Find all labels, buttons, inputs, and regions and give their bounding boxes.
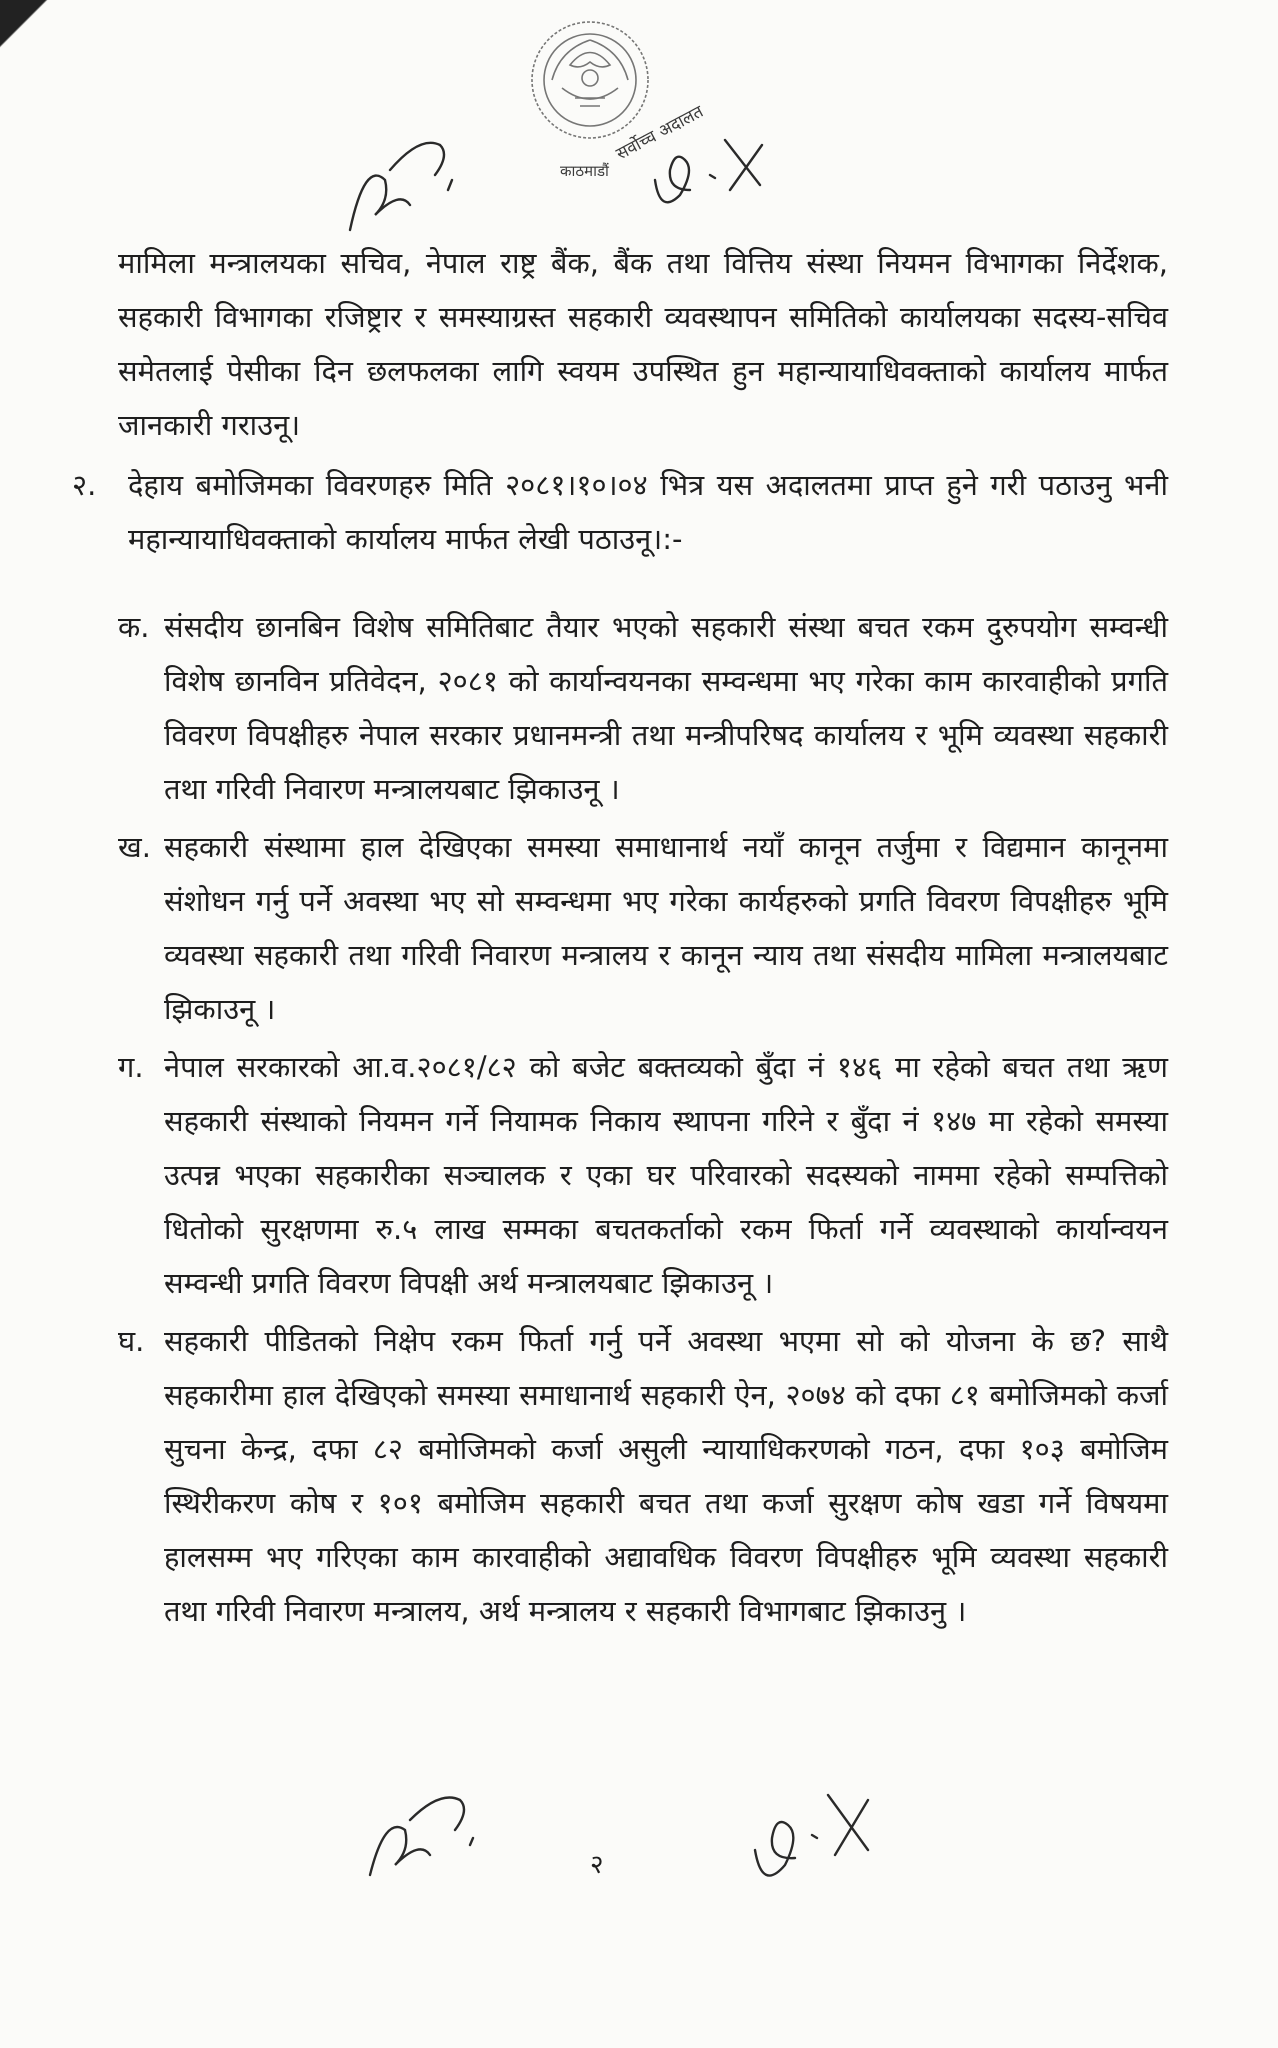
list-item-kha [118,820,1168,1036]
list-item-label: क. [118,610,150,644]
numbered-item-2 [72,458,1168,566]
intro-paragraph: मामिला मन्त्रालयका सचिव, नेपाल राष्ट्र बैंक, बैंक तथा वित्तिय संस्था नियमन विभागका निर्देशक, सहकारी विभागका रजिष्ट्रार र समस्याग्रस्त सहकारी व्यवस्थापन समितिको कार्यालयका सदस्य-सचिव समेतलाई पेसीका दिन छलफलका लागि स्वयम उपस्थित हुन महान्यायाधिवक्ताको कार्यालय मार्फत जानकारी गराउनू। [118,246,1168,442]
list-item-text: सहकारी पीडितको निक्षेप रकम फिर्ता गर्नु पर्ने अवस्था भएमा सो को योजना के छ? साथै सहकारीमा हाल देखिएको समस्या समाधानार्थ सहकारी ऐन, २०७४ को दफा ८१ बमोजिमको कर्जा सुचना केन्द्र, दफा ८२ बमोजिमको कर्जा असुली न्यायाधिकरणको गठन, दफा १०३ बमोजिम स्थिरीकरण कोष र १०१ बमोजिम सहकारी बचत तथा कर्जा सुरक्षण कोष खडा गर्ने विषयमा हालसम्म भए गरिएका काम कारवाहीको अद्यावधिक विवरण विपक्षीहरु भूमि व्यवस्था सहकारी तथा गरिवी निवारण मन्त्रालय, अर्थ मन्त्रालय र सहकारी विभागबाट झिकाउनु । [164,1324,1168,1628]
list-item-ka [118,600,1168,816]
list-item-label: ख. [118,830,151,864]
signature-right-bottom [740,1780,890,1900]
list-item-gha [118,1314,1168,1638]
svg-text:काठमाडौं: काठमाडौं [560,162,609,180]
scan-corner-shadow [0,0,60,60]
list-item-label: घ. [118,1324,145,1358]
list-item-ga [118,1040,1168,1310]
seal-text: सर्वोच्च अदालत [612,101,707,165]
list-item-text: सहकारी संस्थामा हाल देखिएका समस्या समाधानार्थ नयाँ कानून तर्जुमा र विद्यमान कानूनमा संशोधन गर्नु पर्ने अवस्था भए सो सम्वन्धमा भए गरेका कार्यहरुको प्रगति विवरण विपक्षीहरु भूमि व्यवस्था सहकारी तथा गरिवी निवारण मन्त्रालय र कानून न्याय तथा संसदीय मामिला मन्त्रालयबाट झिकाउनू । [164,830,1168,1026]
item-text: देहाय बमोजिमका विवरणहरु मिति २०८१।१०।०४ भित्र यस अदालतमा प्राप्त हुने गरी पठाउनु भनी महान्यायाधिवक्ताको कार्यालय मार्फत लेखी पठाउनू।:- [128,468,1168,556]
list-item-text: संसदीय छानबिन विशेष समितिबाट तैयार भएको सहकारी संस्था बचत रकम दुरुपयोग सम्वन्धी विशेष छानविन प्रतिवेदन, २०८१ को कार्यान्वयनका सम्वन्धमा भए गरेका काम कारवाहीको प्रगति विवरण विपक्षीहरु नेपाल सरकार प्रधानमन्त्री तथा मन्त्रीपरिषद कार्यालय र भूमि व्यवस्था सहकारी तथा गरिवी निवारण मन्त्रालयबाट झिकाउनू । [164,610,1168,806]
item-number: २. [72,468,97,502]
signature-left-bottom [355,1780,505,1890]
list-item-label: ग. [118,1050,144,1084]
sub-item-list [118,600,1168,1638]
document-body [72,236,1168,1638]
page-number: २ [590,1850,604,1880]
list-item-text: नेपाल सरकारको आ.व.२०८१/८२ को बजेट बक्तव्यको बुँदा नं १४६ मा रहेको बचत तथा ऋण सहकारी संस्थाको नियमन गर्ने नियामक निकाय स्थापना गरिने र बुँदा नं १४७ मा रहेको समस्या उत्पन्न भएका सहकारीका सञ्चालक र एका घर परिवारको सदस्यको नाममा रहेको सम्पत्तिको धितोको सुरक्षणमा रु.५ लाख सम्मका बचतकर्ताको रकम फिर्ता गर्ने व्यवस्थाको कार्यान्वयन सम्वन्धी प्रगति विवरण विपक्षी अर्थ मन्त्रालयबाट झिकाउनू । [164,1050,1168,1300]
signature-right-top [640,120,780,230]
signature-left-top [330,120,480,250]
